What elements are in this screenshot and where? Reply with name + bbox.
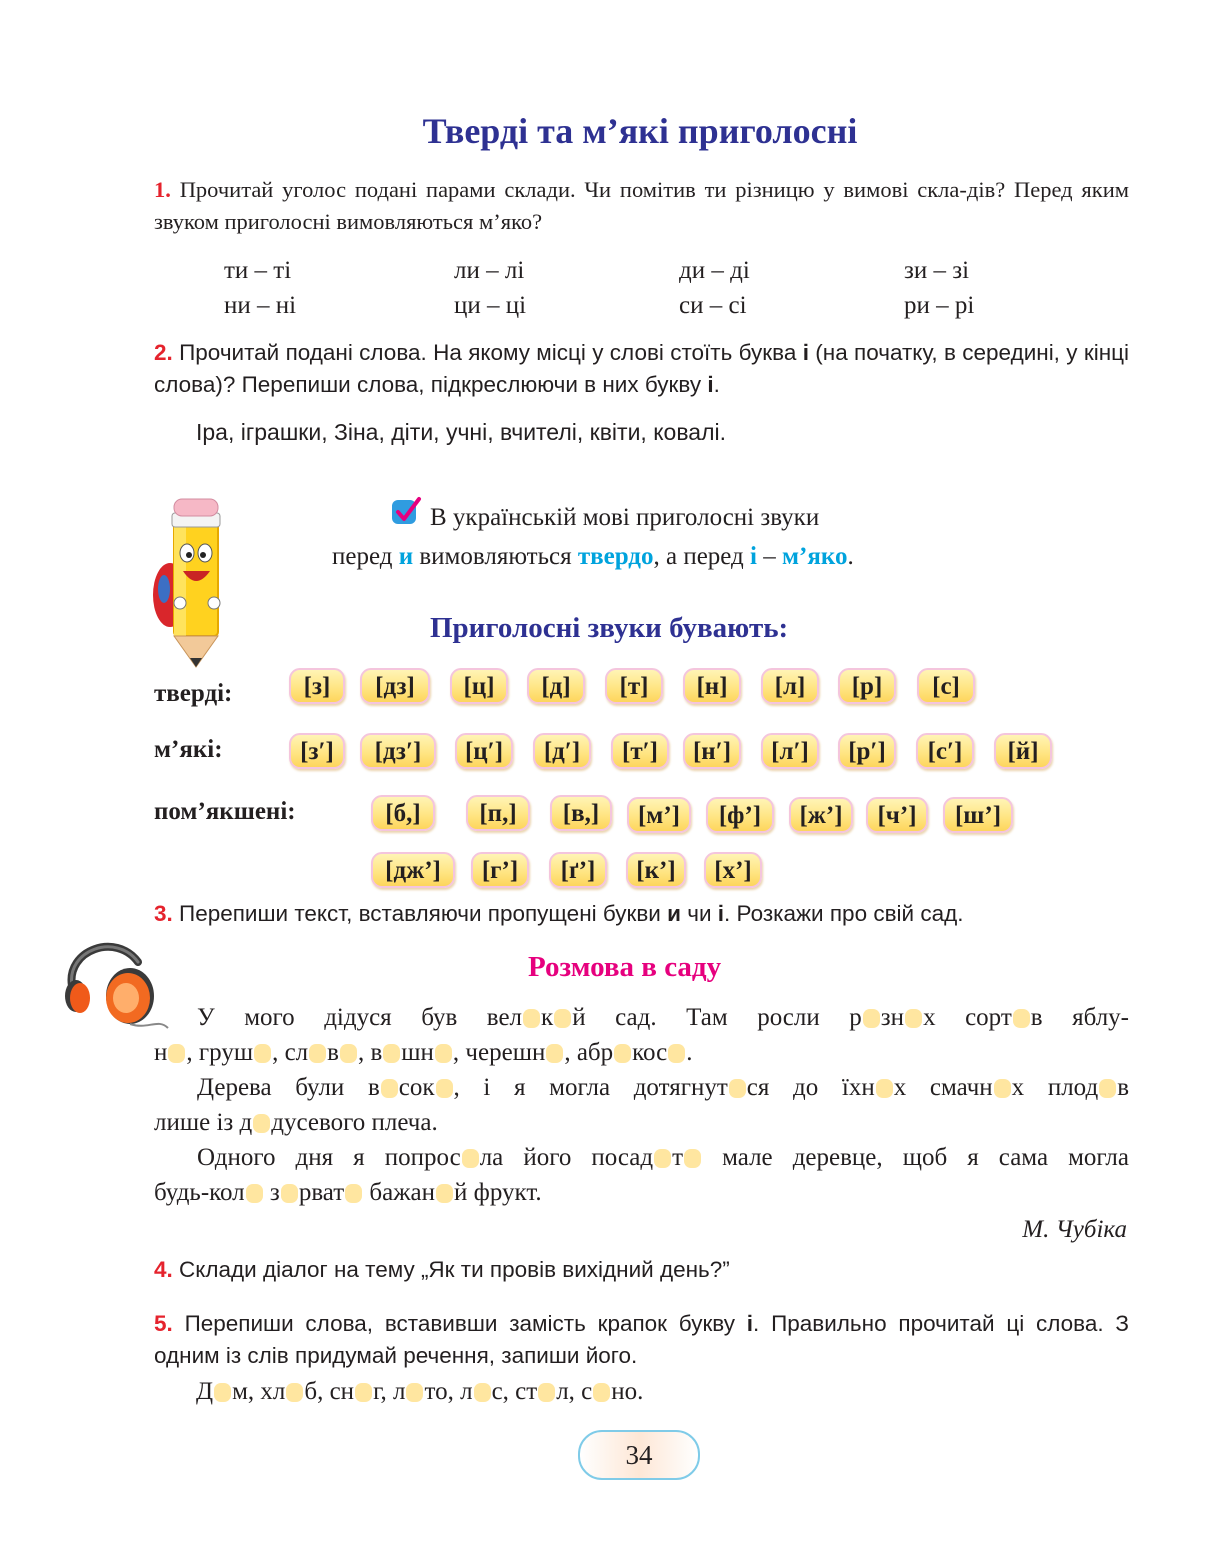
letter-i: і <box>707 372 714 397</box>
sound-chip: [ч’] <box>866 797 928 833</box>
syllable-pair: ри – рі <box>904 292 975 319</box>
story-line <box>154 1000 1129 1035</box>
letter-gap <box>286 1383 303 1402</box>
letter-y: и <box>667 901 681 926</box>
letter-gap <box>684 1149 701 1168</box>
story-fragment: х смачн <box>893 1074 993 1101</box>
letter-gap <box>538 1383 555 1402</box>
story-fragment: рват <box>298 1179 345 1206</box>
story-fragment: х плод <box>1011 1074 1099 1101</box>
task-1 <box>154 174 1129 238</box>
rule-highlight: і <box>750 543 757 570</box>
story-fragment: к <box>541 1004 554 1031</box>
task-text: Прочитай подані слова. На якому місці у слові стоїть буква <box>179 340 803 365</box>
story-fragment: н <box>154 1039 168 1066</box>
syllable-pair: си – сі <box>679 292 747 319</box>
rule-text: , а перед <box>653 543 751 570</box>
story-fragment: , сл <box>272 1039 309 1066</box>
sound-chip: [з′] <box>289 733 345 769</box>
word-fragment: Д <box>196 1378 214 1405</box>
syllable-pair: ци – ці <box>454 292 527 319</box>
story-fragment: х сорт <box>923 1004 1012 1031</box>
syllable-pair: зи – зі <box>904 257 970 284</box>
letter-i: і <box>802 340 809 365</box>
task-text: чи <box>680 901 718 926</box>
story-fragment: й фрукт. <box>454 1179 542 1206</box>
story-fragment: , черешн <box>452 1039 546 1066</box>
word-fragment: г, л <box>373 1378 406 1405</box>
story-fragment: в <box>1117 1074 1129 1101</box>
letter-gap <box>340 1044 357 1063</box>
word-fragment: м, хл <box>232 1378 286 1405</box>
letter-gap <box>1099 1079 1116 1098</box>
sound-chip: [к’] <box>626 852 686 888</box>
pencil-mascot-icon <box>150 495 230 670</box>
story-fragment: , і я могла дотягнут <box>453 1074 728 1101</box>
letter-gap <box>729 1079 746 1098</box>
task-text: Склади діалог на тему „Як ти провів вихідний день?” <box>179 1257 730 1282</box>
task-text: . <box>713 372 720 397</box>
rule-text: – <box>756 543 782 570</box>
sound-chip: [т] <box>605 668 663 704</box>
letter-gap <box>462 1149 479 1168</box>
letter-gap <box>345 1184 362 1203</box>
story-author: М. Чубіка <box>1022 1216 1127 1243</box>
task-text: Перепиши текст, вставляючи пропущені букви <box>179 901 668 926</box>
sound-chip: [ш’] <box>943 797 1013 833</box>
sound-chip: [н′] <box>683 733 741 769</box>
sound-chip: [м’] <box>627 797 691 833</box>
task-number: 3. <box>154 901 173 926</box>
story-fragment: ся до їхн <box>746 1074 875 1101</box>
letter-gap <box>383 1044 400 1063</box>
syllable-pair: ли – лі <box>454 257 525 284</box>
rule-text: перед <box>332 543 399 570</box>
sound-chip: [т′] <box>611 733 669 769</box>
story-fragment: . <box>686 1039 693 1066</box>
task-number: 5. <box>154 1311 173 1336</box>
story-line <box>154 1105 1129 1140</box>
sound-chip: [д] <box>527 668 585 704</box>
story-text <box>154 1000 1129 1210</box>
letter-gap <box>254 1044 271 1063</box>
word-fragment: с, ст <box>491 1378 538 1405</box>
word-fragment: б, сн <box>304 1378 355 1405</box>
story-fragment: Дерева були в <box>197 1074 380 1101</box>
sound-chip: [п,] <box>466 795 530 831</box>
story-fragment: т <box>672 1144 684 1171</box>
story-fragment: шн <box>401 1039 434 1066</box>
story-fragment: , в <box>357 1039 383 1066</box>
story-fragment: в яблу- <box>1030 1004 1130 1031</box>
task-text: Прочитай уголос подані парами склади. Чи помітив ти різницю у вимові скла-дів? Перед яким звуком приголосні вимовляються м’яко? <box>154 177 1129 234</box>
sound-chip: [х’] <box>704 852 762 888</box>
syllable-pair: ди – ді <box>679 257 750 284</box>
story-fragment: У мого дідуся був вел <box>197 1004 523 1031</box>
story-fragment: й сад. Там росли р <box>572 1004 862 1031</box>
story-fragment: в <box>327 1039 339 1066</box>
rule-highlight-hard: твердо <box>577 543 654 570</box>
sounds-title: Приголосні звуки бувають: <box>430 612 789 644</box>
checkmark-icon <box>390 496 422 528</box>
soft-label: м’які: <box>154 736 223 763</box>
sound-chip: [дж’] <box>371 852 455 888</box>
word-fragment: но. <box>611 1378 644 1405</box>
sound-chip: [н] <box>683 668 741 704</box>
sound-chip: [л] <box>761 668 819 704</box>
task-5 <box>154 1308 1129 1372</box>
page-number: 34 <box>578 1430 700 1480</box>
sound-chip: [д′] <box>533 733 591 769</box>
story-fragment: дусевого плеча. <box>271 1109 438 1136</box>
letter-gap <box>168 1044 185 1063</box>
letter-gap <box>474 1383 491 1402</box>
rule-line-1: В українській мові приголосні звуки <box>430 504 820 531</box>
letter-gap <box>994 1079 1011 1098</box>
story-fragment: Одного дня я попрос <box>197 1144 461 1171</box>
hard-label: тверді: <box>154 680 233 707</box>
sound-chip: [дз′] <box>360 733 436 769</box>
task-3 <box>154 898 1129 930</box>
story-line <box>154 1140 1129 1175</box>
word-fragment: то, л <box>424 1378 473 1405</box>
letter-gap <box>554 1009 571 1028</box>
story-fragment: , абр <box>564 1039 614 1066</box>
task-4 <box>154 1254 1129 1286</box>
story-fragment: зн <box>880 1004 905 1031</box>
story-line <box>154 1070 1129 1105</box>
sound-chip: [л′] <box>761 733 819 769</box>
letter-gap <box>436 1184 453 1203</box>
syllable-pair: ти – ті <box>224 257 292 284</box>
letter-gap <box>406 1383 423 1402</box>
sound-chip: [дз] <box>360 668 430 704</box>
story-fragment: бажан <box>363 1179 435 1206</box>
task-text: . Правильно прочитай ці слова. З одним із слів придумай речення, запиши його. <box>154 1311 1129 1368</box>
sound-chip: [г’] <box>471 852 529 888</box>
letter-i: і <box>746 1311 754 1336</box>
letter-gap <box>876 1079 893 1098</box>
sound-chip: [ц′] <box>455 733 513 769</box>
task-text: (на початку, в середині, у кінці слова)? Перепиши слова, підкреслюючи в них букву <box>154 340 1130 397</box>
sound-chip: [с] <box>917 668 975 704</box>
sound-chip: [р] <box>838 668 896 704</box>
letter-i: і <box>717 901 725 926</box>
letter-gap <box>614 1044 631 1063</box>
letter-gap <box>214 1383 231 1402</box>
letter-gap <box>246 1184 263 1203</box>
letter-gap <box>863 1009 880 1028</box>
story-fragment: лише із д <box>154 1109 253 1136</box>
rule-highlight-soft: м’яко <box>781 543 848 570</box>
rule-line-2 <box>332 543 854 571</box>
sound-chip: [ц] <box>450 668 508 704</box>
sound-chip: [б,] <box>371 795 435 831</box>
sound-chip: [з] <box>289 668 345 704</box>
letter-gap <box>593 1383 610 1402</box>
letter-gap <box>253 1114 270 1133</box>
page-title: Тверді та м’які приголосні <box>422 111 858 151</box>
sound-chip: [ж’] <box>789 797 853 833</box>
rule-text: вимовляються <box>413 543 578 570</box>
story-fragment: кос <box>632 1039 668 1066</box>
word-list: Іра, іграшки, Зіна, діти, учні, вчителі, квіти, ковалі. <box>196 419 726 445</box>
story-line <box>154 1035 1129 1070</box>
letter-gap <box>309 1044 326 1063</box>
letter-gap <box>523 1009 540 1028</box>
task-5-words <box>196 1378 643 1406</box>
letter-gap <box>654 1149 671 1168</box>
story-fragment: , груш <box>186 1039 254 1066</box>
task-number: 4. <box>154 1257 173 1282</box>
letter-gap <box>355 1383 372 1402</box>
letter-gap <box>905 1009 922 1028</box>
sound-chip: [й] <box>994 733 1052 769</box>
sound-chip: [в,] <box>550 795 612 831</box>
story-line <box>154 1175 1129 1210</box>
letter-gap <box>436 1079 453 1098</box>
letter-gap <box>546 1044 563 1063</box>
letter-gap <box>281 1184 298 1203</box>
sound-chip: [с′] <box>916 733 974 769</box>
sound-chip: [ґ’] <box>549 852 607 888</box>
task-number: 2. <box>154 340 173 365</box>
task-text: Перепиши слова, вставивши замість крапок букву <box>184 1311 747 1336</box>
rule-highlight: и <box>398 543 414 570</box>
story-fragment: ла його посад <box>479 1144 654 1171</box>
letter-gap <box>1013 1009 1030 1028</box>
letter-gap <box>435 1044 452 1063</box>
sound-chip: [р′] <box>838 733 896 769</box>
syllable-pair: ни – ні <box>224 292 297 319</box>
word-fragment: л, с <box>556 1378 593 1405</box>
story-fragment: мале деревце, щоб я сама могла <box>702 1144 1129 1171</box>
task-text: . Розкажи про свій сад. <box>724 901 964 926</box>
story-fragment: з <box>263 1179 280 1206</box>
story-title: Розмова в саду <box>528 951 722 983</box>
softened-label: пом’якшені: <box>154 798 296 825</box>
sound-chip: [ф’] <box>706 797 774 833</box>
task-2 <box>154 337 1129 401</box>
rule-text: . <box>847 543 854 570</box>
story-fragment: сок <box>398 1074 435 1101</box>
letter-gap <box>668 1044 685 1063</box>
task-number: 1. <box>154 177 171 202</box>
letter-gap <box>381 1079 398 1098</box>
story-fragment: будь-кол <box>154 1179 245 1206</box>
